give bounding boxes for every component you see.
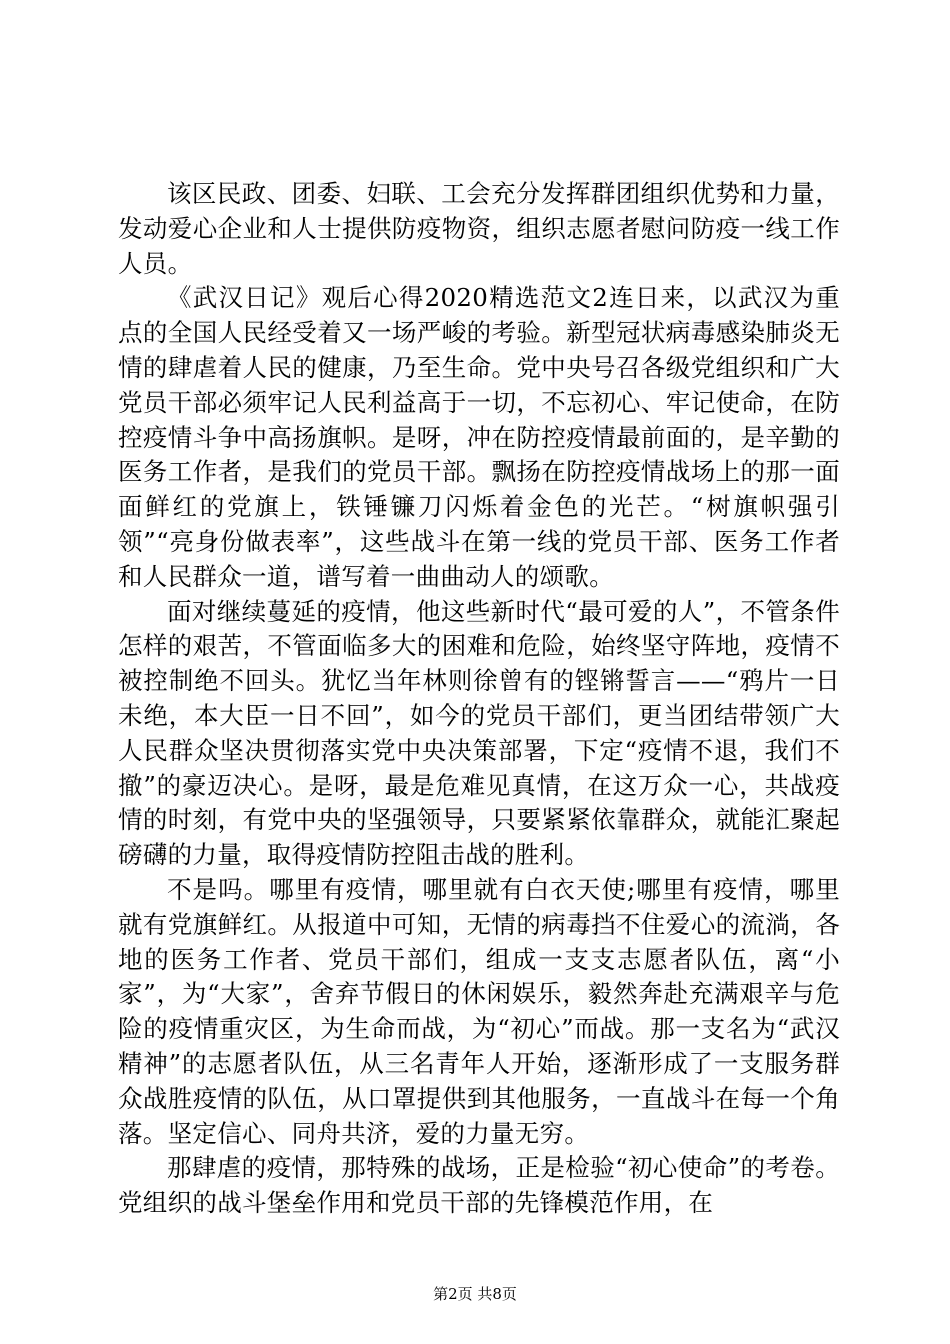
page-footer: [0, 1283, 950, 1304]
page-number-label: 第2页 共8页: [433, 1285, 517, 1303]
paragraph-4: 不是吗。哪里有疫情，哪里就有白衣天使;哪里有疫情，哪里就有党旗鲜红。从报道中可知，无情的病毒挡不住爱心的流淌，各地的医务工作者、党员干部们，组成一支支志愿者队伍，离“小家”，为“大家”，舍弃节假日的休闲娱乐，毅然奔赴充满艰辛与危险的疫情重灾区，为生命而战，为“初心”而战。那一支名为“武汉精神”的志愿者队伍，从三名青年人开始，逐渐形成了一支服务群众战胜疫情的队伍，从口罩提供到其他服务，一直战斗在每一个角落。坚定信心、同舟共济，爱的力量无穷。: [118, 874, 841, 1148]
document-body: [118, 177, 840, 1221]
paragraph-5: 那肆虐的疫情，那特殊的战场，正是检验“初心使命”的考卷。党组织的战斗堡垒作用和党员干部的先锋模范作用，在: [118, 1153, 840, 1218]
paragraph-1: 该区民政、团委、妇联、工会充分发挥群团组织优势和力量，发动爱心企业和人士提供防疫物资，组织志愿者慰问防疫一线工作人员。: [118, 179, 840, 278]
paragraph-2: 《武汉日记》观后心得2020精选范文2连日来，以武汉为重点的全国人民经受着又一场严峻的考验。新型冠状病毒感染肺炎无情的肆虐着人民的健康，乃至生命。党中央号召各级党组织和广大党员干部必须牢记人民利益高于一切，不忘初心、牢记使命，在防控疫情斗争中高扬旗帜。是呀，冲在防控疫情最前面的，是辛勤的医务工作者，是我们的党员干部。飘扬在防控疫情战场上的那一面面鲜红的党旗上，铁锤镰刀闪烁着金色的光芒。“树旗帜强引领”“亮身份做表率”，这些战斗在第一线的党员干部、医务工作者和人民群众一道，谱写着一曲曲动人的颂歌。: [118, 283, 840, 591]
paragraph-3: 面对继续蔓延的疫情，他这些新时代“最可爱的人”，不管条件怎样的艰苦，不管面临多大的困难和危险，始终坚守阵地，疫情不被控制绝不回头。犹忆当年林则徐曾有的铿锵誓言——“鸦片一日未绝，本大臣一日不回”，如今的党员干部们，更当团结带领广大人民群众坚决贯彻落实党中央决策部署，下定“疫情不退，我们不撤”的豪迈决心。是呀，最是危难见真情，在这万众一心，共战疫情的时刻，有党中央的坚强领导，只要紧紧依靠群众，就能汇聚起磅礴的力量，取得疫情防控阻击战的胜利。: [118, 596, 840, 870]
